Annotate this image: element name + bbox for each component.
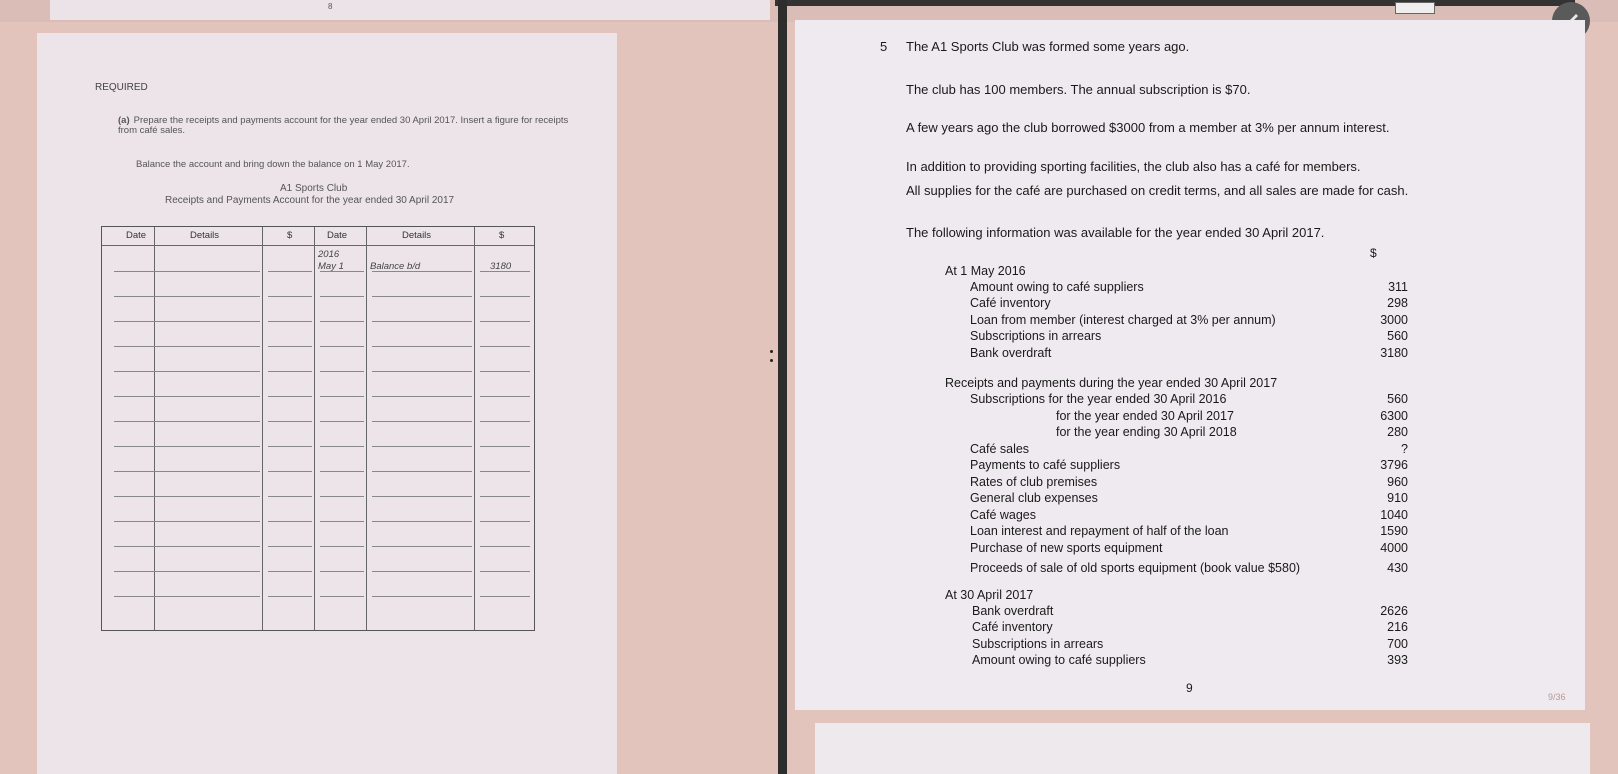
- ledger-answer-line: [160, 471, 260, 472]
- previous-page-number: 8: [328, 2, 333, 11]
- ledger-header-date: Date: [327, 230, 348, 241]
- ledger-answer-line: [372, 546, 472, 547]
- ledger-answer-line: [114, 571, 164, 572]
- ledger-answer-line: [268, 321, 312, 322]
- ledger-answer-line: [320, 521, 364, 522]
- part-label: (a): [118, 115, 130, 126]
- ledger-answer-line: [160, 546, 260, 547]
- ledger-answer-line: [480, 546, 530, 547]
- ledger-answer-line: [160, 521, 260, 522]
- closing-heading: At 30 April 2017: [945, 588, 1034, 602]
- receipts-item-label: Café wages: [970, 507, 1037, 522]
- receipts-item-label: for the year ended 30 April 2017: [1056, 408, 1234, 423]
- cafe-text-2: All supplies for the café are purchased on credit terms, and all sales are made for cash.: [906, 183, 1409, 198]
- closing-item-amount: 216: [1387, 620, 1408, 635]
- ledger-answer-line: [268, 446, 312, 447]
- receipts-item-label: General club expenses: [970, 491, 1098, 505]
- account-title: Receipts and Payments Account for the year ended 30 April 2017: [165, 195, 455, 206]
- ledger-answer-line: [268, 521, 312, 522]
- info-text: The following information was available for the year ended 30 April 2017.: [906, 225, 1325, 240]
- ledger-answer-line: [160, 321, 260, 322]
- ledger-answer-line: [480, 446, 530, 447]
- ledger-header-details: Details: [190, 230, 220, 241]
- ledger-answer-line: [114, 546, 164, 547]
- ledger-entry-amount: 3180: [490, 261, 512, 272]
- ledger-answer-line: [268, 396, 312, 397]
- ledger-answer-line: [372, 471, 472, 472]
- ledger-answer-line: [160, 271, 260, 272]
- page-gutter: [778, 0, 787, 774]
- ledger-answer-line: [160, 496, 260, 497]
- ledger-header-rule: [102, 245, 534, 246]
- closing-item-label: Amount owing to café suppliers: [972, 653, 1146, 668]
- opening-item-label: Café inventory: [970, 296, 1051, 311]
- ledger-answer-line: [160, 346, 260, 347]
- ledger-answer-line: [114, 421, 164, 422]
- ledger-answer-line: [480, 421, 530, 422]
- page-counter: 9/36: [1548, 692, 1566, 702]
- receipts-item-amount: 960: [1387, 474, 1408, 489]
- ledger-answer-line: [320, 371, 364, 372]
- ledger-answer-line: [372, 271, 472, 272]
- ledger-answer-line: [114, 296, 164, 297]
- next-page-edge: [815, 723, 1590, 774]
- opening-item-amount: 560: [1387, 329, 1408, 344]
- receipts-item-label: Rates of club premises: [970, 474, 1098, 489]
- ledger-answer-line: [114, 521, 164, 522]
- ledger-answer-line: [372, 396, 472, 397]
- ledger-header-amount: $: [287, 230, 293, 241]
- ledger-answer-line: [480, 396, 530, 397]
- receipts-item-label: Proceeds of sale of old sports equipment (book value $580): [970, 561, 1301, 575]
- ledger-answer-line: [320, 346, 364, 347]
- ledger-answer-line: [320, 471, 364, 472]
- ledger-answer-line: [320, 396, 364, 397]
- toolbar-bar: [775, 0, 1575, 6]
- receipts-item-amount: 1590: [1380, 524, 1408, 538]
- club-name: A1 Sports Club: [280, 183, 348, 194]
- ledger-answer-line: [480, 571, 530, 572]
- ledger-answer-line: [268, 271, 312, 272]
- cafe-text-1: In addition to providing sporting facilities, the club also has a café for members.: [906, 159, 1361, 174]
- ledger-answer-line: [372, 496, 472, 497]
- previous-page-edge: [50, 0, 770, 20]
- ledger-entry-details: Balance b/d: [370, 261, 421, 272]
- ledger-header-details: Details: [402, 230, 432, 241]
- receipts-payments-ledger: [101, 226, 535, 631]
- ledger-answer-line: [114, 346, 164, 347]
- receipts-item-label: Payments to café suppliers: [970, 458, 1121, 472]
- required-heading: REQUIRED: [95, 82, 148, 93]
- ledger-answer-line: [114, 371, 164, 372]
- ledger-answer-line: [268, 596, 312, 597]
- ledger-answer-line: [268, 471, 312, 472]
- ledger-answer-line: [268, 371, 312, 372]
- ledger-answer-line: [372, 571, 472, 572]
- ledger-answer-line: [372, 596, 472, 597]
- toolbar-box[interactable]: [1395, 2, 1435, 14]
- ledger-answer-line: [160, 446, 260, 447]
- receipts-item-amount: 6300: [1380, 408, 1408, 423]
- receipts-item-amount: 3796: [1380, 458, 1408, 472]
- ledger-answer-line: [372, 296, 472, 297]
- loan-text: A few years ago the club borrowed $3000 from a member at 3% per annum interest.: [906, 120, 1390, 135]
- part-a-instruction: [118, 116, 588, 136]
- ledger-answer-line: [320, 596, 364, 597]
- ledger-answer-line: [160, 396, 260, 397]
- ledger-answer-line: [372, 321, 472, 322]
- page-number: 9: [1186, 681, 1193, 695]
- ledger-answer-line: [114, 271, 164, 272]
- closing-item-label: Café inventory: [972, 620, 1053, 635]
- part-text: Prepare the receipts and payments account for the year ended 30 April 2017. Insert a figure for receipts from café sales.: [118, 115, 569, 136]
- ledger-answer-line: [320, 496, 364, 497]
- ledger-answer-line: [320, 546, 364, 547]
- ledger-answer-line: [372, 346, 472, 347]
- ledger-answer-line: [160, 596, 260, 597]
- ledger-answer-line: [480, 471, 530, 472]
- ledger-header-date: Date: [126, 230, 147, 241]
- receipts-item-amount: 4000: [1380, 540, 1408, 555]
- ledger-answer-line: [372, 371, 472, 372]
- receipts-item-label: Café sales: [970, 441, 1030, 456]
- ledger-answer-line: [114, 396, 164, 397]
- opening-item-amount: 298: [1387, 296, 1408, 311]
- balance-instruction: Balance the account and bring down the balance on 1 May 2017.: [136, 159, 410, 170]
- receipts-item-amount: 280: [1387, 425, 1408, 439]
- ledger-year: 2016: [318, 249, 340, 260]
- ledger-answer-line: [114, 321, 164, 322]
- ledger-column-line: [154, 227, 155, 630]
- ledger-answer-line: [480, 296, 530, 297]
- opening-item-label: Subscriptions in arrears: [970, 329, 1102, 344]
- ledger-answer-line: [114, 496, 164, 497]
- closing-item-amount: 393: [1387, 653, 1408, 668]
- opening-item-label: Bank overdraft: [970, 345, 1052, 360]
- ledger-answer-line: [320, 321, 364, 322]
- question-number: 5: [880, 39, 888, 54]
- closing-item-amount: 2626: [1380, 604, 1408, 618]
- opening-item-label: Amount owing to café suppliers: [970, 280, 1144, 294]
- ledger-answer-line: [372, 421, 472, 422]
- receipts-heading: Receipts and payments during the year ended 30 April 2017: [945, 376, 1278, 390]
- ledger-answer-line: [480, 321, 530, 322]
- ledger-answer-line: [480, 271, 530, 272]
- ledger-answer-line: [114, 446, 164, 447]
- ledger-answer-line: [268, 421, 312, 422]
- receipts-item-amount: 1040: [1380, 507, 1408, 522]
- ledger-answer-line: [320, 571, 364, 572]
- page-divider-dots: [770, 344, 775, 368]
- receipts-item-amount: ?: [1401, 441, 1408, 456]
- ledger-answer-line: [268, 546, 312, 547]
- ledger-answer-line: [268, 346, 312, 347]
- ledger-answer-line: [480, 346, 530, 347]
- ledger-answer-line: [480, 596, 530, 597]
- ledger-entry-date: May 1: [318, 261, 344, 272]
- ledger-answer-line: [160, 296, 260, 297]
- opening-item-label: Loan from member (interest charged at 3% per annum): [970, 312, 1276, 327]
- ledger-answer-line: [320, 271, 364, 272]
- ledger-column-line: [366, 227, 367, 630]
- ledger-answer-line: [480, 496, 530, 497]
- ledger-answer-line: [268, 296, 312, 297]
- ledger-answer-line: [372, 446, 472, 447]
- members-text: The club has 100 members. The annual subscription is $70.: [906, 82, 1251, 97]
- ledger-answer-line: [160, 371, 260, 372]
- closing-item-amount: 700: [1387, 636, 1408, 651]
- ledger-answer-line: [372, 521, 472, 522]
- receipts-item-amount: 430: [1387, 561, 1408, 575]
- ledger-column-line: [262, 227, 263, 630]
- ledger-answer-line: [160, 421, 260, 422]
- ledger-column-line: [474, 227, 475, 630]
- ledger-answer-line: [320, 421, 364, 422]
- ledger-answer-line: [268, 496, 312, 497]
- opening-item-amount: 311: [1388, 280, 1408, 294]
- ledger-answer-line: [480, 371, 530, 372]
- opening-item-amount: 3000: [1380, 312, 1408, 327]
- receipts-item-label: for the year ending 30 April 2018: [1056, 425, 1237, 439]
- opening-heading: At 1 May 2016: [945, 264, 1026, 278]
- ledger-answer-line: [114, 471, 164, 472]
- currency-header: $: [1370, 246, 1377, 260]
- opening-item-amount: 3180: [1380, 345, 1408, 360]
- ledger-answer-line: [320, 446, 364, 447]
- ledger-header-amount: $: [499, 230, 505, 241]
- closing-item-label: Subscriptions in arrears: [972, 636, 1104, 651]
- ledger-answer-line: [160, 571, 260, 572]
- receipts-item-label: Loan interest and repayment of half of the loan: [970, 524, 1229, 538]
- receipts-item-amount: 910: [1387, 491, 1408, 505]
- ledger-center-line: [314, 227, 315, 630]
- receipts-item-label: Purchase of new sports equipment: [970, 540, 1163, 555]
- ledger-answer-line: [114, 596, 164, 597]
- ledger-answer-line: [480, 521, 530, 522]
- question-intro: The A1 Sports Club was formed some years ago.: [906, 39, 1190, 54]
- receipts-item-amount: 560: [1387, 392, 1408, 406]
- ledger-answer-line: [268, 571, 312, 572]
- receipts-item-label: Subscriptions for the year ended 30 April 2016: [970, 392, 1227, 406]
- ledger-answer-line: [320, 296, 364, 297]
- closing-item-label: Bank overdraft: [972, 604, 1054, 618]
